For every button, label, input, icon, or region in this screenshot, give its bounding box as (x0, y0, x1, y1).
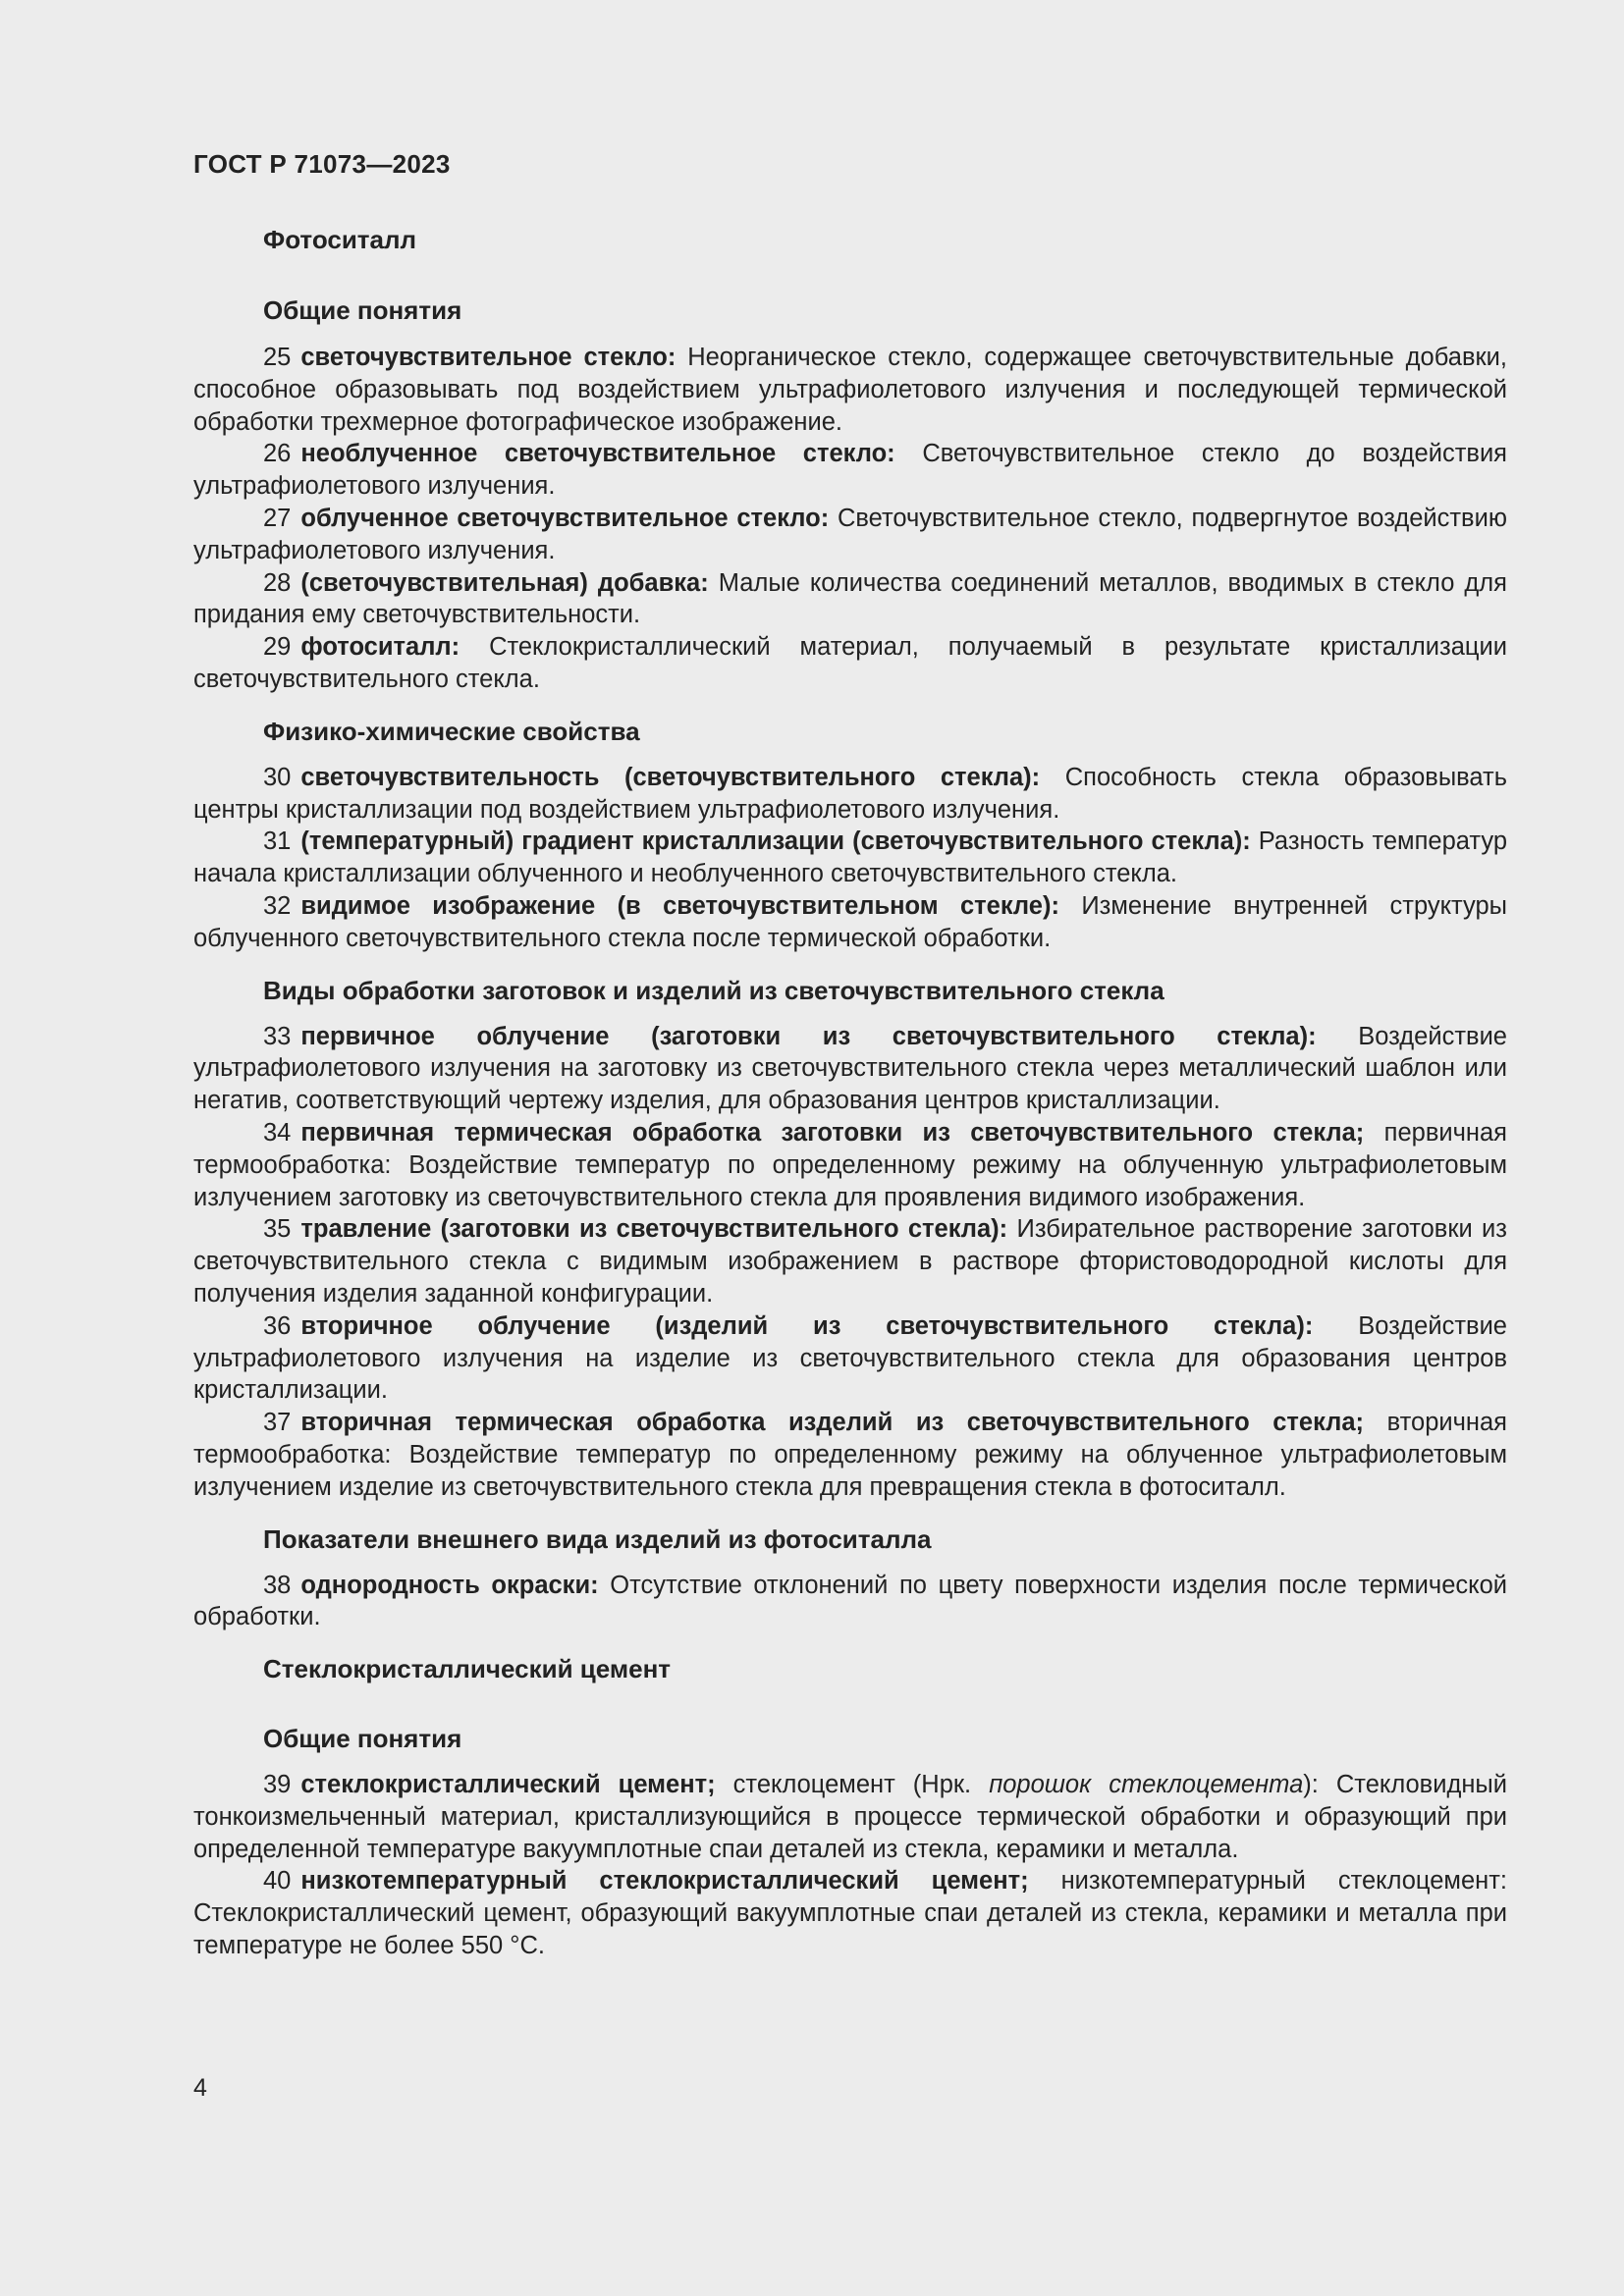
term-number: 32 (263, 891, 292, 920)
term-30 (193, 762, 1507, 827)
document-id: ГОСТ Р 71073—2023 (193, 149, 451, 179)
term-name: вторичное облучение (изделий из светочувствительного стекла): (300, 1311, 1314, 1340)
term-number: 30 (263, 763, 292, 791)
term-name: (температурный) градиент кристаллизации (светочувствительного стекла): (300, 828, 1251, 856)
page-number: 4 (193, 2074, 207, 2102)
term-number: 27 (263, 504, 292, 532)
term-number: 33 (263, 1022, 292, 1050)
subsection-appearance-indicators: Показатели внешнего вида изделий из фотоситалла (263, 1523, 932, 1554)
term-name: низкотемпературный стеклокристаллический цемент; (300, 1867, 1029, 1896)
term-definition: Способность стекла образовывать центры кристаллизации под воздействием ультрафиолетового излучения. (193, 763, 1507, 824)
term-definition: Отсутствие отклонений по цвету поверхности изделия после термической обработки. (193, 1571, 1507, 1631)
document-page (193, 147, 1507, 1962)
term-40 (193, 1865, 1507, 1961)
term-33 (193, 1021, 1507, 1117)
term-definition: Воздействие ультрафиолетового излучения на изделие из светочувствительного стекла для образования центров кристаллизации. (193, 1311, 1507, 1405)
term-number: 36 (263, 1311, 292, 1340)
term-number: 28 (263, 568, 292, 597)
term-definition: Светочувствительное стекло, подвергнутое воздействию ультрафиолетового излучения. (193, 504, 1507, 564)
term-39 (193, 1769, 1507, 1865)
term-name: фотоситалл: (300, 633, 460, 662)
subsection-general-concepts: Общие понятия (263, 295, 462, 325)
term-26 (193, 438, 1507, 503)
term-number: 34 (263, 1118, 292, 1147)
term-deprecated-synonym: порошок стеклоцемента (989, 1771, 1304, 1799)
term-definition: Воздействие ультрафиолетового излучения на заготовку из светочувствительного стекла через металлический шаблон или негатив, соответствующий чертежу изделия, для образования центров кристаллизации. (193, 1022, 1507, 1115)
term-number: 29 (263, 633, 292, 662)
term-name: необлученное светочувствительное стекло: (300, 440, 895, 468)
term-number: 38 (263, 1571, 292, 1599)
term-definition-start: стеклоцемент (Нрк. (732, 1771, 972, 1799)
term-name: однородность окраски: (300, 1571, 599, 1599)
term-definition: Разность температур начала кристаллизации облученного и необлученного светочувствительного стекла. (193, 828, 1507, 888)
term-definition: Избирательное растворение заготовки из светочувствительного стекла с видимым изображением в растворе фтористоводородной кислоты для получения изделия заданной конфигурации. (193, 1215, 1507, 1308)
term-number: 31 (263, 828, 292, 856)
term-number: 39 (263, 1771, 292, 1799)
term-definition: Малые количества соединений металлов, вводимых в стекло для придания ему светочувствительности. (193, 568, 1507, 629)
term-36 (193, 1310, 1507, 1407)
term-number: 26 (263, 440, 292, 468)
term-name: светочувствительность (светочувствительного стекла): (300, 763, 1041, 791)
term-name: травление (заготовки из светочувствительного стекла): (300, 1215, 1008, 1244)
term-name: (светочувствительная) добавка: (300, 568, 709, 597)
term-name: вторичная термическая обработка изделий из светочувствительного стекла; (300, 1409, 1365, 1437)
term-name: видимое изображение (в светочувствительном стекле): (300, 891, 1059, 920)
term-32 (193, 890, 1507, 955)
term-38 (193, 1570, 1507, 1634)
term-number: 35 (263, 1215, 292, 1244)
term-37 (193, 1407, 1507, 1503)
term-name: облученное светочувствительное стекло: (300, 504, 830, 532)
term-definition: Неорганическое стекло, содержащее светочувствительные добавки, способное образовывать под воздействием ультрафиолетового излучения и последующей термической обработки трехмерное фотографическое изображение. (193, 344, 1507, 436)
term-definition-rest: ): Стекловидный тонкоизмельченный материал, кристаллизующийся в процессе термической обработки и образующий при определенной температуре вакуумплотные спаи деталей из стекла, керамики и металла. (193, 1771, 1507, 1863)
section-title-glass-ceramic-cement: Стеклокристаллический цемент (263, 1654, 672, 1684)
term-number: 37 (263, 1409, 292, 1437)
section-title-photositall: Фотоситалл (263, 225, 417, 254)
term-31 (193, 826, 1507, 890)
term-definition: первичная термообработка: Воздействие температур по определенному режиму на облученную ультрафиолетовым излучением заготовку из светочувствительного стекла для проявления видимого изображения. (193, 1118, 1507, 1211)
term-number: 40 (263, 1867, 292, 1896)
term-definition: вторичная термообработка: Воздействие температур по определенному режиму на облученное ультрафиолетовым излучением изделие из светочувствительного стекла для превращения стекла в фотоситалл. (193, 1409, 1507, 1501)
term-number: 25 (263, 344, 292, 371)
subsection-physchem-properties: Физико-химические свойства (263, 716, 640, 746)
term-35 (193, 1213, 1507, 1309)
term-25 (193, 342, 1507, 438)
term-name: светочувствительное стекло: (300, 344, 677, 371)
term-definition: Изменение внутренней структуры облученного светочувствительного стекла после термической обработки. (193, 891, 1507, 952)
subsection-processing-types: Виды обработки заготовок и изделий из светочувствительного стекла (263, 975, 1164, 1005)
term-28 (193, 567, 1507, 632)
term-definition: низкотемпературный стеклоцемент: Стеклокристаллический цемент, образующий вакуумплотные спаи деталей из стекла, керамики и металла при температуре не более 550 °С. (193, 1867, 1507, 1960)
term-34 (193, 1117, 1507, 1213)
term-29 (193, 631, 1507, 696)
subsection-general-concepts-cement: Общие понятия (263, 1724, 462, 1754)
term-name: стеклокристаллический цемент; (300, 1771, 716, 1799)
term-definition: Стеклокристаллический материал, получаемый в результате кристаллизации светочувствительного стекла. (193, 633, 1508, 693)
term-name: первичное облучение (заготовки из светочувствительного стекла): (300, 1022, 1317, 1050)
term-definition: Светочувствительное стекло до воздействия ультрафиолетового излучения. (193, 440, 1507, 501)
term-name: первичная термическая обработка заготовки из светочувствительного стекла; (300, 1118, 1365, 1147)
term-27 (193, 503, 1507, 567)
